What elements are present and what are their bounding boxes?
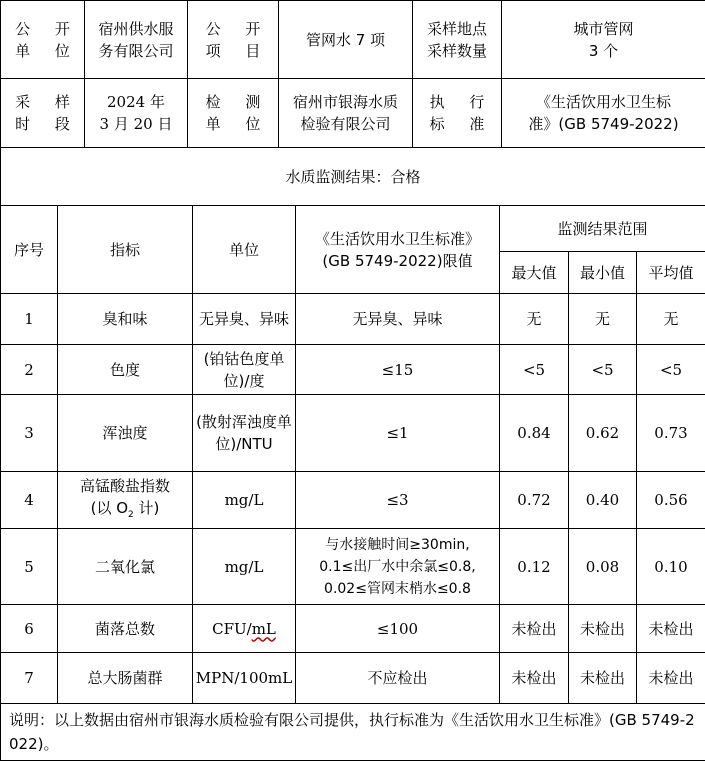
row-min: 未检出 [569,653,637,704]
row-avg: <5 [637,345,705,395]
row-unit: MPN/100mL [193,653,296,704]
row-max: 0.84 [500,395,569,472]
col-header-range: 监测结果范围 [500,206,705,252]
table-row [1,345,705,395]
row-min: <5 [569,345,637,395]
row-indicator: 总大肠菌群 [58,653,193,704]
row-max: 0.72 [500,472,569,529]
row-unit: mg/L [193,472,296,529]
row-limit: ≤1 [296,395,500,472]
row-max: <5 [500,345,569,395]
row-limit: ≤15 [296,345,500,395]
row-max: 未检出 [500,605,569,653]
col-header-min: 最小值 [569,252,637,294]
row-avg: 0.73 [637,395,705,472]
lab-label: 检 测 单 位 [188,79,279,148]
row-no: 3 [1,395,58,472]
lab-value: 宿州市银海水质 检验有限公司 [279,79,413,148]
col-header-avg: 平均值 [637,252,705,294]
row-no: 1 [1,294,58,345]
row-limit: 不应检出 [296,653,500,704]
period-label: 采 样 时 段 [1,79,85,148]
col-header-limit: 《生活饮用水卫生标准》 (GB 5749-2022)限值 [296,206,500,294]
row-min: 0.62 [569,395,637,472]
row-limit: ≤3 [296,472,500,529]
result-summary: 水质监测结果：合格 [1,148,705,206]
standard-label: 执 行 标 准 [413,79,502,148]
table-row [1,294,705,345]
row-unit: (铂钴色度单位)/度 [193,345,296,395]
col-header-indicator: 指标 [58,206,193,294]
row-unit: CFU/mL [193,605,296,653]
results-table [0,147,705,761]
row-avg: 未检出 [637,653,705,704]
publisher-value: 宿州供水服 务有限公司 [85,1,188,79]
header-table [0,0,705,148]
row-no: 7 [1,653,58,704]
project-value: 管网水 7 项 [279,1,413,79]
row-max: 未检出 [500,653,569,704]
row-avg: 无 [637,294,705,345]
row-avg: 未检出 [637,605,705,653]
row-indicator: 浑浊度 [58,395,193,472]
row-limit: 与水接触时间≥30min, 0.1≤出厂水中余氯≤0.8, 0.02≤管网末梢水≤0.8 [296,529,500,605]
col-header-no: 序号 [1,206,58,294]
row-no: 2 [1,345,58,395]
row-unit: mg/L [193,529,296,605]
row-min: 0.08 [569,529,637,605]
results-section [0,147,705,761]
col-header-max: 最大值 [500,252,569,294]
footnote: 说明：以上数据由宿州市银海水质检验有限公司提供，执行标准为《生活饮用水卫生标准》(GB 5749-2022)。 [1,704,705,761]
row-limit: 无异臭、异味 [296,294,500,345]
row-avg: 0.56 [637,472,705,529]
row-indicator: 菌落总数 [58,605,193,653]
row-indicator: 高锰酸盐指数 (以 $O_2$ 计) [58,472,193,529]
row-no: 5 [1,529,58,605]
report-header [0,0,705,147]
table-row [1,653,705,704]
row-avg: 0.10 [637,529,705,605]
row-min: 未检出 [569,605,637,653]
row-no: 4 [1,472,58,529]
standard-value: 《生活饮用水卫生标 准》(GB 5749-2022) [502,79,705,148]
row-unit: 无异臭、异味 [193,294,296,345]
table-row [1,472,705,529]
sampling-date: 2024 年 3 月 20 日 [85,79,188,148]
row-unit: (散射浑浊度单位)/NTU [193,395,296,472]
row-no: 6 [1,605,58,653]
table-row [1,529,705,605]
table-row [1,605,705,653]
row-min: 0.40 [569,472,637,529]
row-max: 0.12 [500,529,569,605]
table-row [1,395,705,472]
row-limit: ≤100 [296,605,500,653]
row-indicator: 色度 [58,345,193,395]
row-max: 无 [500,294,569,345]
row-indicator: 二氧化氯 [58,529,193,605]
publisher-label: 公 开 单 位 [1,1,85,79]
col-header-unit: 单位 [193,206,296,294]
sample-value: 城市管网 3 个 [502,1,705,79]
row-indicator: 臭和味 [58,294,193,345]
sample-label: 采样地点 采样数量 [413,1,502,79]
project-label: 公 开 项 目 [188,1,279,79]
row-min: 无 [569,294,637,345]
